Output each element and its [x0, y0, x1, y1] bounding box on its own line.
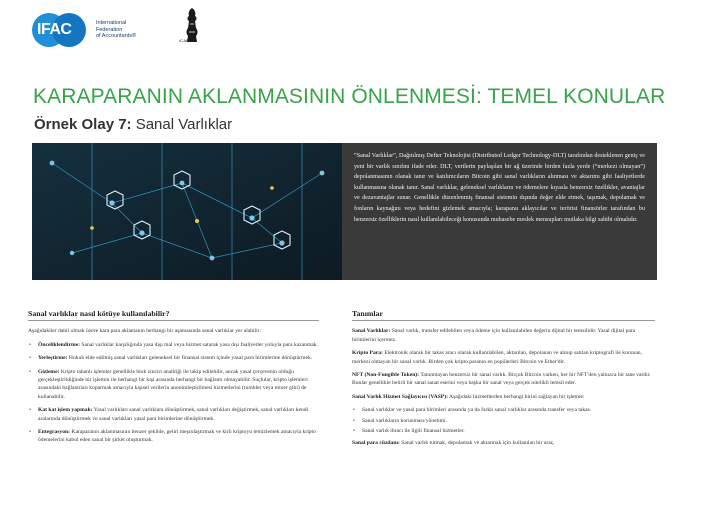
definition: Sanal para cüzdanı: Sanal varlık tutmak, depolamak ve aktarmak için kullanılan bir araç.	[352, 440, 555, 447]
list-item: • Sanal varlıkların korunması/yönetimi.	[353, 417, 447, 424]
misuse-heading: Sanal varlıklar nasıl kötüye kullanılabilir?	[28, 310, 319, 321]
ifac-subtext: International Federation of Accountants®	[96, 20, 137, 40]
vasp-list	[352, 406, 655, 435]
intro-text: “Sanal Varlıklar”, Dağıtılmış Defter Teknolojisi (Distributed Ledger Technology-DLT) tarafından desteklenen geniş ve yeni bir varlık sınıfını ifade eder. DLT, verilerin paylaşılan bir ağ üzerinde birden fazla yerde (“merkezi olmayan”) depolanmasının olanak tanır ve katılımcıların Bitcoin gibi sanal varlıkların alınması ve aktarımı gibi faaliyetlerde kullanmasına olanak tanır. Sanal varlıklar, geleneksel varlıkların ve ödemelere kıyasla benzersiz özellikler, avantajlar ve dezavantajlar sunar. Genellikle düzenlenmiş finansal sistemin dışında değer elde etmek, taşımak, depolamak ve fonların kaynağını veya hedefini gizlemek amacıyla; karaparaı aklayıcılar ve terörist finansörler tarafından bu benzersiz özelliklerin nasıl kullanılabileceği konusunda muhasebe meslek mensupları mutlaka bilgi sahibi olmalıdır.	[354, 153, 645, 223]
list-item: • Kat kat işlem yapmak: Yasal varlıkları sanal varlıklara dönüştürmek, sanal varlıkları değiştirmek, sanal varlıkları kendi aralarında dönüştürmek ve sanal varlıkları yasal para birimlerine dönüştürmek.	[29, 407, 309, 422]
ifac-circles-icon	[32, 10, 90, 50]
misuse-list	[28, 341, 319, 445]
definition: NFT (Non-Fungible Token): Tanınmayan benzersiz bir sanal varlık. Birçok Bitcoin varken, her bir NFT'den yalnızca bir tane vardır. Bunlar genellikle belirli bir sanal sanat eserini veya başka bir sanal veya gerçek nitelikli temsil eder.	[352, 372, 651, 387]
definition: Kripto Para: Elektronik olarak bir takas aracı olarak kullanılabilen, aktarılan, depolanan ve alınıp satılan kriptografi ile korunan, merkezi olmayan bir sanal varlık. Birden çok kripto paranın en popülerleri Bitcoin ve Ether'dir.	[352, 350, 643, 365]
definitions-section	[352, 310, 655, 453]
list-item: • Sanal varlıklar ve yasal para birimleri arasında ya da farklı sanal varlıklar arasında transfer veya takas.	[353, 407, 592, 414]
list-item: • Gizleme: Kripto tabanlı işlemler genellikle blok zinciri analitiği ile takip edilebilir, ancak yasal çerçevenin olduğu gerçekleştirildiğinde bir işlemin ile herhangi bir kişi arasında herhangi bir bağlantı olmayabilir. Suçlular, kripto işlemleri arasındaki bağlantıları koparmak amacıyla kişisel verilerin anonimleştirilmesi hizmetlerini (tumbler veya mixer gibi) de kullanabilir.	[29, 368, 308, 400]
definition: Sanal Varlık Hizmet Sağlayıcısı (VASP): Aşağıdaki hizmetlerden herhangi birini sağlayan bir işletme:	[352, 393, 585, 400]
intro-panel	[342, 143, 657, 280]
ifac-logo	[32, 8, 151, 52]
list-item: • Yerleştirme: Hukuk elde edilmiş sanal varlıkları geleneksel bir finansal sistem içinde yasal para birimlerine dönüştürmek.	[29, 355, 313, 362]
page-subtitle: Örnek Olay 7: Sanal Varlıklar	[34, 116, 233, 133]
definition: Sanal Varlıklar: Sanal varlık, transfer edilebilen veya ödeme için kullanılabilen değerin dijital bir temsilidir. Yasal dijital para birimlerini içermez.	[352, 328, 636, 343]
list-item: • Entegrasyon: Karaparanın aklanmasının benzer şekilde, geliri meşrulaştırmak ve kirli kriptoyu temizlemek amacıyla kripto ödemelerini kabul eden sanal bir şirket oluşturmak.	[29, 429, 316, 444]
hero-image	[32, 143, 342, 280]
ifac-mark: IFAC	[37, 21, 72, 38]
misuse-section	[28, 310, 319, 450]
network-blocks-icon	[32, 143, 342, 280]
list-item: • Önceliklendirme: Sanal varlıklar karşılığında yasa dışı mal veya hizmet satarak yasa dışı faaliyetler yoluyla para kazanmak.	[29, 341, 318, 348]
page-title: KARAPARANIN AKLANMASININ ÖNLENMESİ: TEMEL KONULAR	[33, 85, 666, 108]
misuse-intro: Aşağıdakiler dahil olmak üzere kara para aklamanın herhangi bir aşamasında sanal varlıklar yer alabilir:	[28, 328, 262, 335]
partner-caption: ICAEW	[179, 38, 194, 43]
list-item: • Sanal varlık ihracı ile ilgili finansal hizmetler.	[353, 428, 465, 435]
definitions-heading: Tanımlar	[352, 310, 655, 321]
